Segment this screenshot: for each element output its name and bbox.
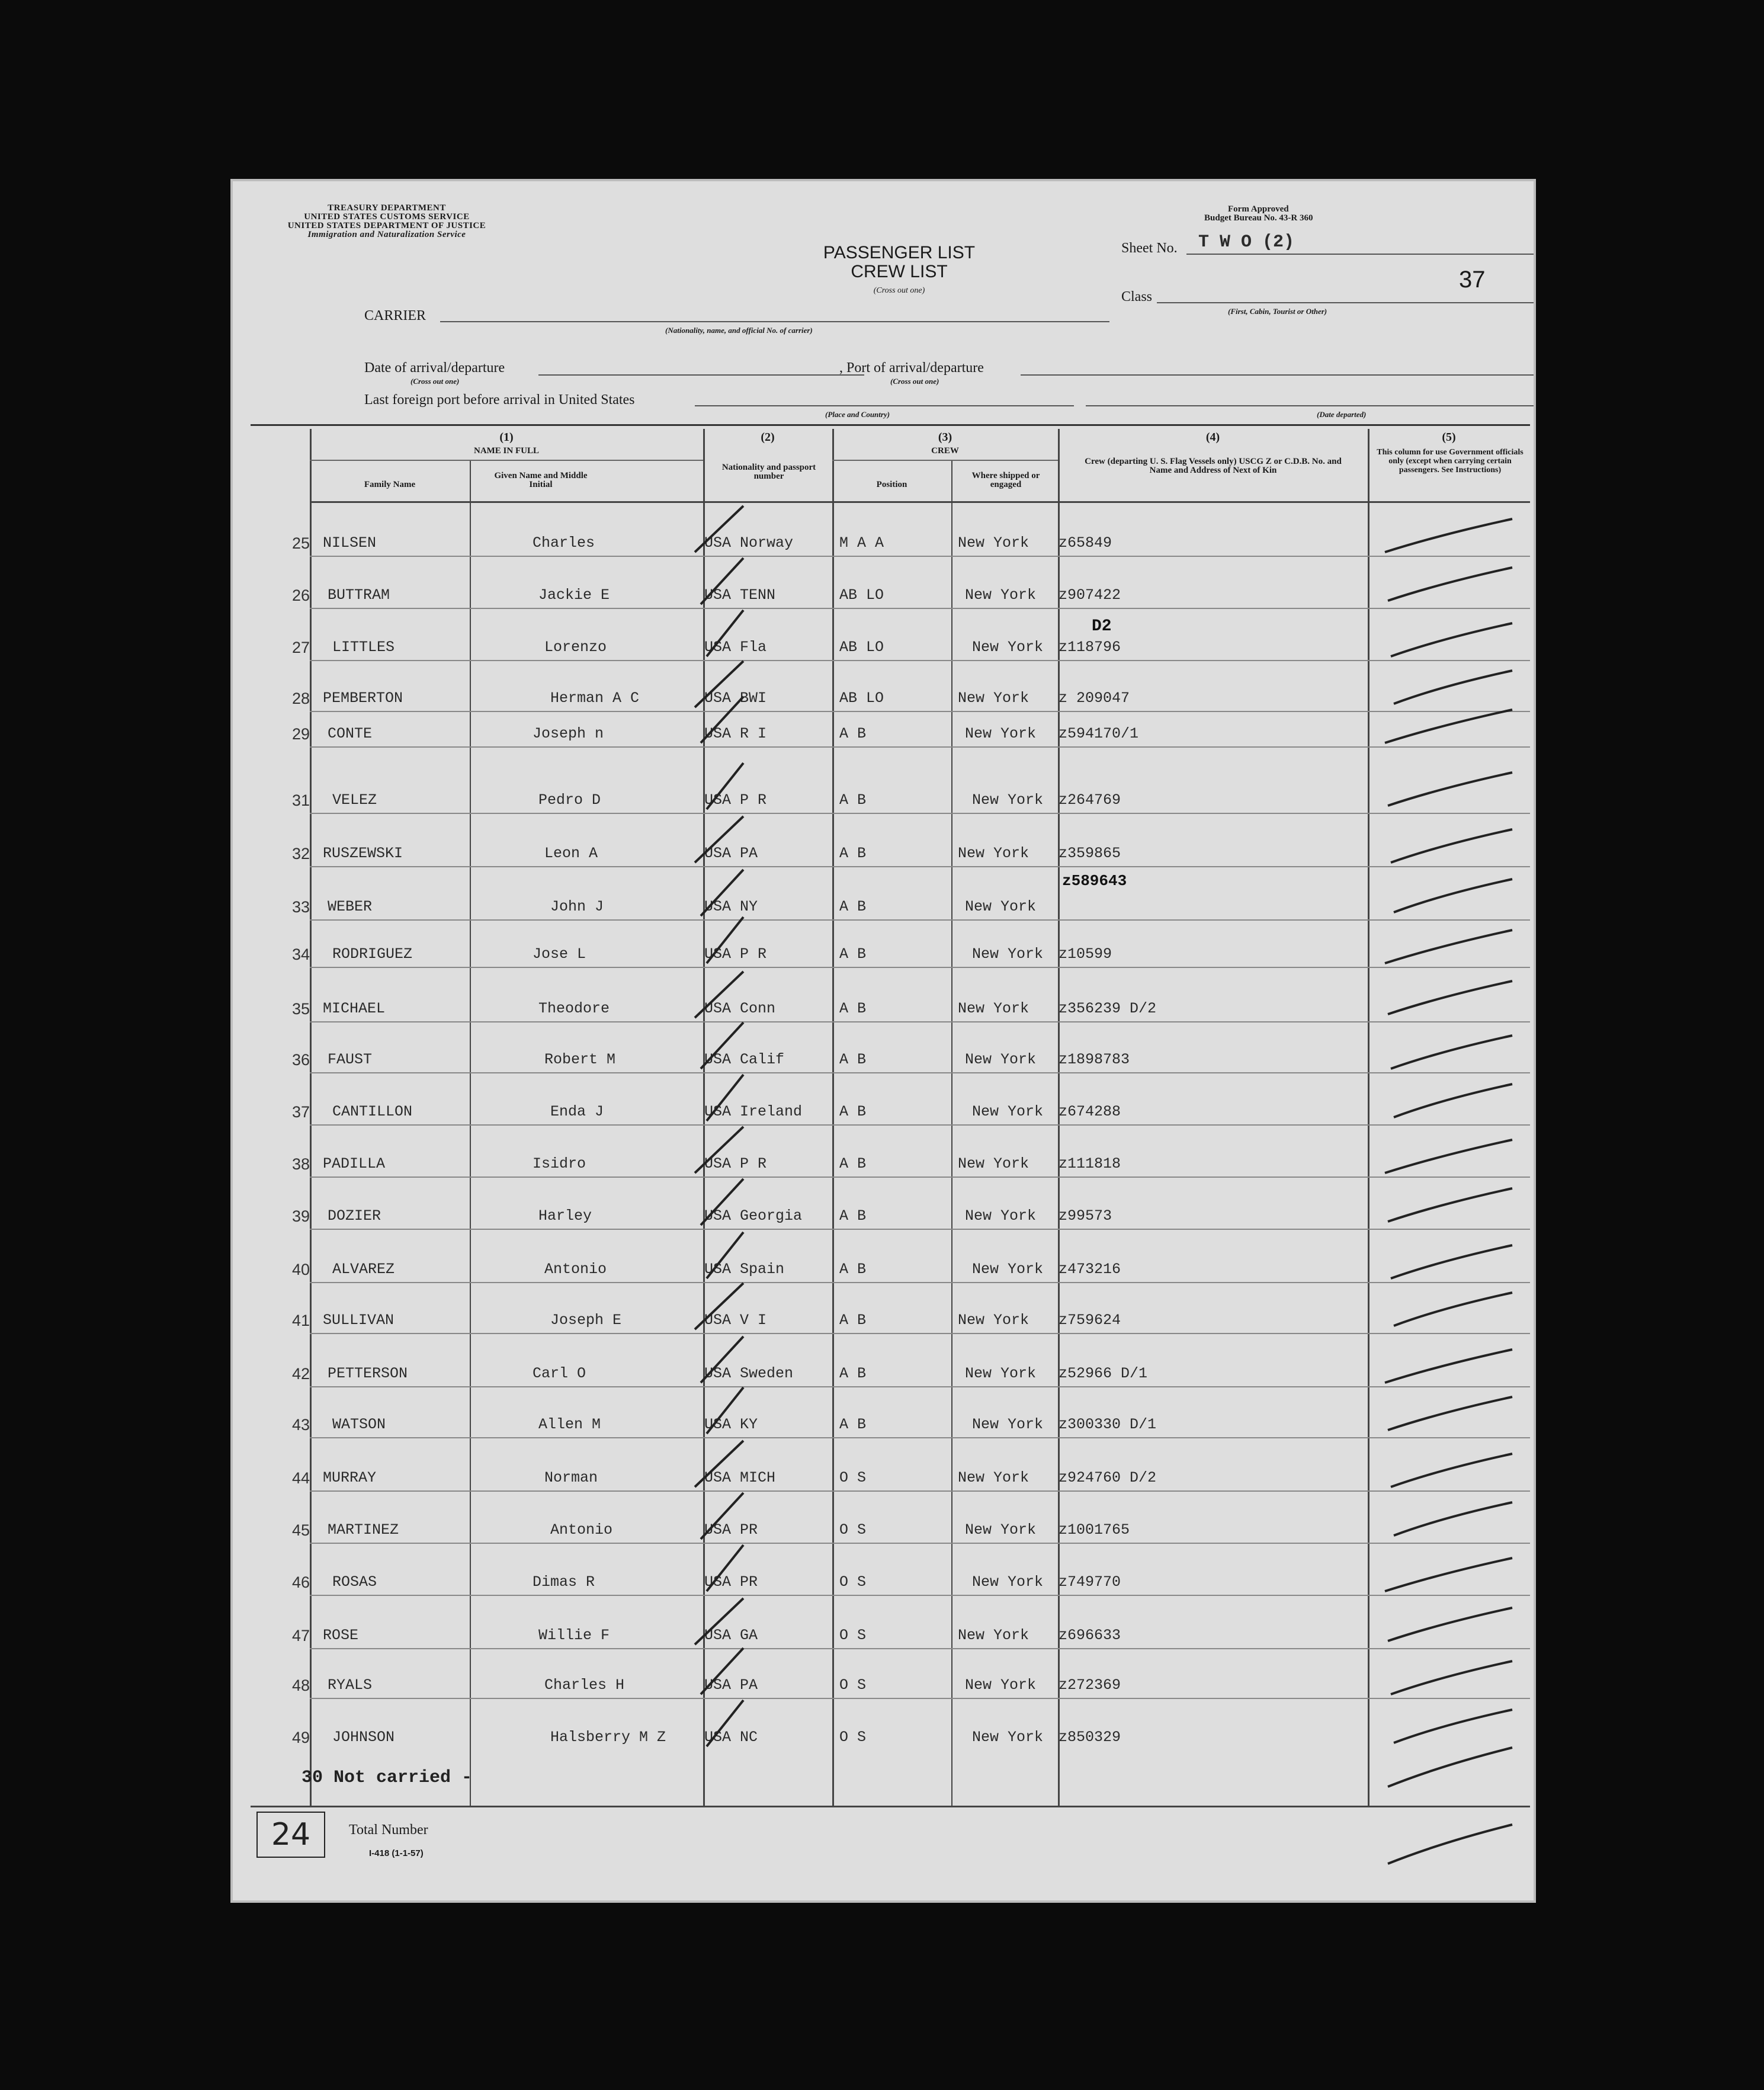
col1-given-header: Given Name and Middle Initial xyxy=(494,471,588,489)
last-port-label: Last foreign port before arrival in United States xyxy=(364,392,635,408)
col1-title: NAME IN FULL xyxy=(473,446,539,456)
col1-number: (1) xyxy=(499,431,514,444)
row-nationality: USA Georgia xyxy=(704,1207,803,1224)
row-position: A B xyxy=(839,1155,867,1172)
row-position: O S xyxy=(839,1469,867,1486)
row-nationality: USA PA xyxy=(704,1677,758,1694)
row-number: 49 xyxy=(291,1729,310,1746)
sheet-no-value: T W O (2) xyxy=(1198,232,1295,252)
nationality-check-mark xyxy=(701,558,743,604)
row-position: A B xyxy=(839,1261,867,1278)
weber-crew-stamp: z589643 xyxy=(1062,872,1127,890)
col3-position-header: Position xyxy=(876,480,907,489)
row-given-name: Robert M xyxy=(544,1051,616,1068)
row-family-name: ALVAREZ xyxy=(332,1261,395,1278)
row-number: 33 xyxy=(291,898,310,916)
row-nationality: USA R I xyxy=(704,725,767,742)
row-where-shipped: New York xyxy=(958,690,1029,707)
row-number: 38 xyxy=(291,1155,310,1173)
row-position: O S xyxy=(839,1521,867,1538)
row-where-shipped: New York xyxy=(965,1521,1037,1538)
row-crew-number: z359865 xyxy=(1059,845,1121,862)
row-nationality: USA P R xyxy=(704,1155,767,1172)
row-number: 46 xyxy=(291,1573,310,1591)
row-number: 35 xyxy=(291,1000,310,1018)
row-nationality: USA Conn xyxy=(704,1000,776,1017)
document-sheet xyxy=(230,179,1536,1903)
row-position: A B xyxy=(839,1416,867,1433)
row-family-name: CANTILLON xyxy=(332,1103,413,1120)
row-given-name: John J xyxy=(550,898,604,915)
row-nationality: USA Ireland xyxy=(704,1103,803,1120)
row-family-name: PETTERSON xyxy=(328,1365,408,1382)
col5-title: This column for use Government officials only (except when carrying certain passengers. See Instructions) xyxy=(1377,448,1524,475)
official-check-mark xyxy=(1385,1349,1512,1383)
agency-line-2: UNITED STATES CUSTOMS SERVICE xyxy=(304,212,470,222)
nationality-check-mark xyxy=(695,661,743,707)
nationality-check-mark xyxy=(695,972,743,1018)
row-nationality: USA P R xyxy=(704,791,767,809)
nationality-check-mark xyxy=(707,1232,743,1278)
row-number: 47 xyxy=(291,1627,310,1645)
nationality-check-mark xyxy=(701,1336,743,1383)
total-number-box: 24 xyxy=(256,1812,325,1858)
row-position: A B xyxy=(839,1365,867,1382)
row-crew-number: z272369 xyxy=(1059,1677,1121,1694)
row-given-name: Halsberry M Z xyxy=(550,1729,666,1746)
nationality-check-mark xyxy=(707,763,743,809)
row-number: 40 xyxy=(291,1261,310,1278)
row-where-shipped: New York xyxy=(972,945,1044,963)
row-family-name: NILSEN xyxy=(323,534,377,552)
row-given-name: Norman xyxy=(544,1469,598,1486)
nationality-check-mark xyxy=(695,1598,743,1645)
row-family-name: WATSON xyxy=(332,1416,386,1433)
row-number: 32 xyxy=(291,845,310,863)
official-check-mark xyxy=(1388,1188,1512,1222)
carrier-hint: (Nationality, name, and official No. of carrier) xyxy=(665,326,813,335)
form-approved: Form Approved xyxy=(1228,204,1289,214)
not-carried-note: 30 Not carried - xyxy=(302,1768,473,1788)
official-check-mark xyxy=(1394,1293,1512,1326)
row-given-name: Charles xyxy=(533,534,595,552)
row-position: A B xyxy=(839,725,867,742)
row-given-name: Carl O xyxy=(533,1365,586,1382)
nationality-check-mark xyxy=(695,506,743,552)
official-check-mark xyxy=(1388,981,1512,1014)
row-given-name: Joseph E xyxy=(550,1312,622,1329)
row-number: 36 xyxy=(291,1051,310,1069)
page-number: 37 xyxy=(1459,267,1486,293)
row-number: 43 xyxy=(291,1416,310,1434)
row-crew-number: z594170/1 xyxy=(1059,725,1139,742)
row-given-name: Isidro xyxy=(533,1155,586,1172)
row-position: A B xyxy=(839,845,867,862)
official-check-mark xyxy=(1385,930,1512,963)
date-arrival-hint: (Cross out one) xyxy=(410,377,460,386)
row-nationality: USA Fla xyxy=(704,639,767,656)
row-crew-number: z10599 xyxy=(1059,945,1112,963)
port-arrival-hint: (Cross out one) xyxy=(890,377,939,386)
col3-number: (3) xyxy=(938,431,952,444)
row-family-name: FAUST xyxy=(328,1051,373,1068)
total-number-label: Total Number xyxy=(349,1822,428,1838)
budget-bureau: Budget Bureau No. 43-R 360 xyxy=(1204,213,1313,223)
row-position: AB LO xyxy=(839,690,884,707)
row-position: A B xyxy=(839,1103,867,1120)
row-nationality: USA Norway xyxy=(704,534,794,552)
row-number: 44 xyxy=(291,1469,310,1487)
port-arrival-label: , Port of arrival/departure xyxy=(839,360,984,376)
nationality-check-mark xyxy=(707,1700,743,1746)
official-check-mark xyxy=(1391,1661,1512,1694)
row-where-shipped: New York xyxy=(958,845,1029,862)
row-crew-number: z473216 xyxy=(1059,1261,1121,1278)
row-position: O S xyxy=(839,1729,867,1746)
official-check-mark xyxy=(1394,1084,1512,1117)
row-crew-number: z52966 D/1 xyxy=(1059,1365,1148,1382)
nationality-check-mark xyxy=(695,1441,743,1487)
place-hint: (Place and Country) xyxy=(825,410,890,419)
row-position: AB LO xyxy=(839,586,884,604)
row-number: 48 xyxy=(291,1677,310,1694)
col1-family-header: Family Name xyxy=(364,480,416,489)
row-family-name: MARTINEZ xyxy=(328,1521,399,1538)
row-family-name: BUTTRAM xyxy=(328,586,390,604)
row-position: A B xyxy=(839,898,867,915)
row-crew-number: z1898783 xyxy=(1059,1051,1130,1068)
row-where-shipped: New York xyxy=(965,898,1037,915)
row-number: 27 xyxy=(291,639,310,656)
row-position: A B xyxy=(839,1000,867,1017)
row-nationality: USA Spain xyxy=(704,1261,785,1278)
class-label: Class xyxy=(1121,289,1153,304)
row-position: AB LO xyxy=(839,639,884,656)
row-number: 29 xyxy=(291,725,310,743)
official-check-mark xyxy=(1391,623,1512,656)
row-crew-number: z118796 xyxy=(1059,639,1121,656)
row-crew-number: z 209047 xyxy=(1059,690,1130,707)
d2-stamp: D2 xyxy=(1092,617,1112,636)
row-where-shipped: New York xyxy=(958,534,1029,552)
form-id: I-418 (1-1-57) xyxy=(369,1848,424,1858)
row-family-name: ROSAS xyxy=(332,1573,377,1591)
nationality-check-mark xyxy=(707,1387,743,1434)
row-family-name: MICHAEL xyxy=(323,1000,386,1017)
nationality-check-mark xyxy=(707,917,743,963)
row-position: A B xyxy=(839,1207,867,1224)
row-nationality: USA P R xyxy=(704,945,767,963)
row-position: A B xyxy=(839,1312,867,1329)
row-where-shipped: New York xyxy=(958,1155,1029,1172)
row-where-shipped: New York xyxy=(958,1312,1029,1329)
row-where-shipped: New York xyxy=(965,1051,1037,1068)
row-number: 34 xyxy=(291,945,310,963)
row-where-shipped: New York xyxy=(958,1627,1029,1644)
nationality-check-mark xyxy=(707,1545,743,1591)
official-check-mark xyxy=(1391,1036,1512,1069)
title-crossout-hint: (Cross out one) xyxy=(873,286,925,295)
row-where-shipped: New York xyxy=(972,1573,1044,1591)
agency-line-4: Immigration and Naturalization Service xyxy=(307,230,466,239)
row-given-name: Herman A C xyxy=(550,690,640,707)
row-family-name: MURRAY xyxy=(323,1469,377,1486)
nationality-check-mark xyxy=(695,1283,743,1329)
row-nationality: USA PR xyxy=(704,1573,758,1591)
row-crew-number: z99573 xyxy=(1059,1207,1112,1224)
row-where-shipped: New York xyxy=(965,1365,1037,1382)
row-family-name: PEMBERTON xyxy=(323,690,403,707)
row-given-name: Leon A xyxy=(544,845,598,862)
row-crew-number: z850329 xyxy=(1059,1729,1121,1746)
row-family-name: RYALS xyxy=(328,1677,373,1694)
row-position: M A A xyxy=(839,534,884,552)
official-check-mark xyxy=(1391,829,1512,863)
row-nationality: USA PR xyxy=(704,1521,758,1538)
date-departed-hint: (Date departed) xyxy=(1317,410,1367,419)
row-where-shipped: New York xyxy=(972,1261,1044,1278)
row-family-name: RUSZEWSKI xyxy=(323,845,403,862)
official-check-mark xyxy=(1385,1140,1512,1173)
row-nationality: USA BWI xyxy=(704,690,767,707)
row-number: 28 xyxy=(291,690,310,707)
row-position: O S xyxy=(839,1573,867,1591)
row-crew-number: z759624 xyxy=(1059,1312,1121,1329)
official-check-mark xyxy=(1388,568,1512,601)
row-where-shipped: New York xyxy=(972,1416,1044,1433)
col2-title: Nationality and passport number xyxy=(721,463,816,481)
row-family-name: LITTLES xyxy=(332,639,395,656)
row-where-shipped: New York xyxy=(972,1103,1044,1120)
official-check-mark xyxy=(1391,1454,1512,1487)
class-hint: (First, Cabin, Tourist or Other) xyxy=(1228,307,1327,316)
row-family-name: PADILLA xyxy=(323,1155,386,1172)
row-where-shipped: New York xyxy=(958,1469,1029,1486)
row-given-name: Theodore xyxy=(538,1000,610,1017)
row-given-name: Willie F xyxy=(538,1627,610,1644)
official-check-mark xyxy=(1385,1558,1512,1591)
row-crew-number: z907422 xyxy=(1059,586,1121,604)
row-number: 25 xyxy=(291,534,310,552)
nationality-check-mark xyxy=(707,610,743,656)
official-check-mark xyxy=(1388,1608,1512,1641)
row-crew-number: z924760 D/2 xyxy=(1059,1469,1157,1486)
nationality-check-mark xyxy=(701,1022,743,1069)
col4-number: (4) xyxy=(1205,431,1220,444)
row-number: 45 xyxy=(291,1521,310,1539)
agency-line-1: TREASURY DEPARTMENT xyxy=(328,203,446,213)
row-crew-number: z356239 D/2 xyxy=(1059,1000,1157,1017)
row-crew-number: z1001765 xyxy=(1059,1521,1130,1538)
nationality-check-mark xyxy=(701,1648,743,1694)
row-given-name: Jackie E xyxy=(538,586,610,604)
row-family-name: DOZIER xyxy=(328,1207,381,1224)
row-given-name: Enda J xyxy=(550,1103,604,1120)
row-nationality: USA TENN xyxy=(704,586,776,604)
row-given-name: Allen M xyxy=(538,1416,601,1433)
row-where-shipped: New York xyxy=(972,1729,1044,1746)
row-position: A B xyxy=(839,791,867,809)
official-check-mark xyxy=(1388,772,1512,806)
row-number: 31 xyxy=(291,791,310,809)
row-where-shipped: New York xyxy=(965,1207,1037,1224)
col5-number: (5) xyxy=(1442,431,1456,444)
col2-number: (2) xyxy=(761,431,775,444)
row-where-shipped: New York xyxy=(972,791,1044,809)
official-check-mark xyxy=(1394,1502,1512,1536)
row-nationality: USA NC xyxy=(704,1729,758,1746)
official-check-mark xyxy=(1388,1397,1512,1430)
col3-where-header: Where shipped or engaged xyxy=(971,471,1040,489)
row-where-shipped: New York xyxy=(965,725,1037,742)
row-position: O S xyxy=(839,1677,867,1694)
row-number: 42 xyxy=(291,1365,310,1383)
col4-title: Crew (departing U. S. Flag Vessels only) USCG Z or C.D.B. No. and Name and Address of Next of Kin xyxy=(1085,457,1342,475)
official-check-mark xyxy=(1394,1710,1512,1743)
nationality-check-mark xyxy=(701,1179,743,1225)
official-check-mark xyxy=(1388,1748,1512,1787)
row-number: 37 xyxy=(291,1103,310,1121)
row-nationality: USA GA xyxy=(704,1627,758,1644)
title-crew-list: CREW LIST xyxy=(851,262,948,281)
row-given-name: Lorenzo xyxy=(544,639,607,656)
row-nationality: USA KY xyxy=(704,1416,758,1433)
row-crew-number: z65849 xyxy=(1059,534,1112,552)
agency-line-3: UNITED STATES DEPARTMENT OF JUSTICE xyxy=(287,221,486,230)
row-crew-number: z674288 xyxy=(1059,1103,1121,1120)
sheet-no-label: Sheet No. xyxy=(1121,241,1178,256)
row-family-name: VELEZ xyxy=(332,791,377,809)
row-nationality: USA Calif xyxy=(704,1051,785,1068)
row-given-name: Jose L xyxy=(533,945,586,963)
row-family-name: ROSE xyxy=(323,1627,359,1644)
handwritten-check-marks xyxy=(233,181,1536,1903)
nationality-check-mark xyxy=(701,870,743,916)
row-given-name: Antonio xyxy=(550,1521,613,1538)
col3-title: CREW xyxy=(931,446,959,456)
row-family-name: RODRIGUEZ xyxy=(332,945,413,963)
row-number: 41 xyxy=(291,1312,310,1329)
nationality-check-mark xyxy=(695,1127,743,1173)
row-given-name: Pedro D xyxy=(538,791,601,809)
row-nationality: USA NY xyxy=(704,898,758,915)
row-family-name: JOHNSON xyxy=(332,1729,395,1746)
row-crew-number: z696633 xyxy=(1059,1627,1121,1644)
row-crew-number: z111818 xyxy=(1059,1155,1121,1172)
row-crew-number: z300330 D/1 xyxy=(1059,1416,1157,1433)
official-check-mark xyxy=(1394,671,1512,704)
carrier-label: CARRIER xyxy=(364,308,426,323)
row-position: A B xyxy=(839,945,867,963)
row-given-name: Dimas R xyxy=(533,1573,595,1591)
row-family-name: CONTE xyxy=(328,725,373,742)
official-check-mark xyxy=(1394,879,1512,912)
row-nationality: USA V I xyxy=(704,1312,767,1329)
title-passenger-list: PASSENGER LIST xyxy=(823,243,976,262)
row-where-shipped: New York xyxy=(965,586,1037,604)
row-where-shipped: New York xyxy=(958,1000,1029,1017)
official-check-mark xyxy=(1391,1245,1512,1278)
date-arrival-label: Date of arrival/departure xyxy=(364,360,505,376)
row-given-name: Charles H xyxy=(544,1677,625,1694)
row-nationality: USA MICH xyxy=(704,1469,776,1486)
row-nationality: USA PA xyxy=(704,845,758,862)
official-check-mark xyxy=(1385,710,1512,743)
official-check-mark xyxy=(1388,1825,1512,1864)
row-nationality: USA Sweden xyxy=(704,1365,794,1382)
row-where-shipped: New York xyxy=(972,639,1044,656)
row-family-name: WEBER xyxy=(328,898,373,915)
nationality-check-mark xyxy=(701,697,743,743)
row-given-name: Joseph n xyxy=(533,725,604,742)
official-check-mark xyxy=(1385,519,1512,552)
row-position: A B xyxy=(839,1051,867,1068)
nationality-check-mark xyxy=(707,1075,743,1121)
row-position: O S xyxy=(839,1627,867,1644)
row-given-name: Harley xyxy=(538,1207,592,1224)
row-given-name: Antonio xyxy=(544,1261,607,1278)
row-crew-number: z264769 xyxy=(1059,791,1121,809)
row-family-name: SULLIVAN xyxy=(323,1312,395,1329)
nationality-check-mark xyxy=(701,1493,743,1539)
row-number: 39 xyxy=(291,1207,310,1225)
nationality-check-mark xyxy=(695,816,743,863)
row-crew-number: z749770 xyxy=(1059,1573,1121,1591)
row-where-shipped: New York xyxy=(965,1677,1037,1694)
row-number: 26 xyxy=(291,586,310,604)
